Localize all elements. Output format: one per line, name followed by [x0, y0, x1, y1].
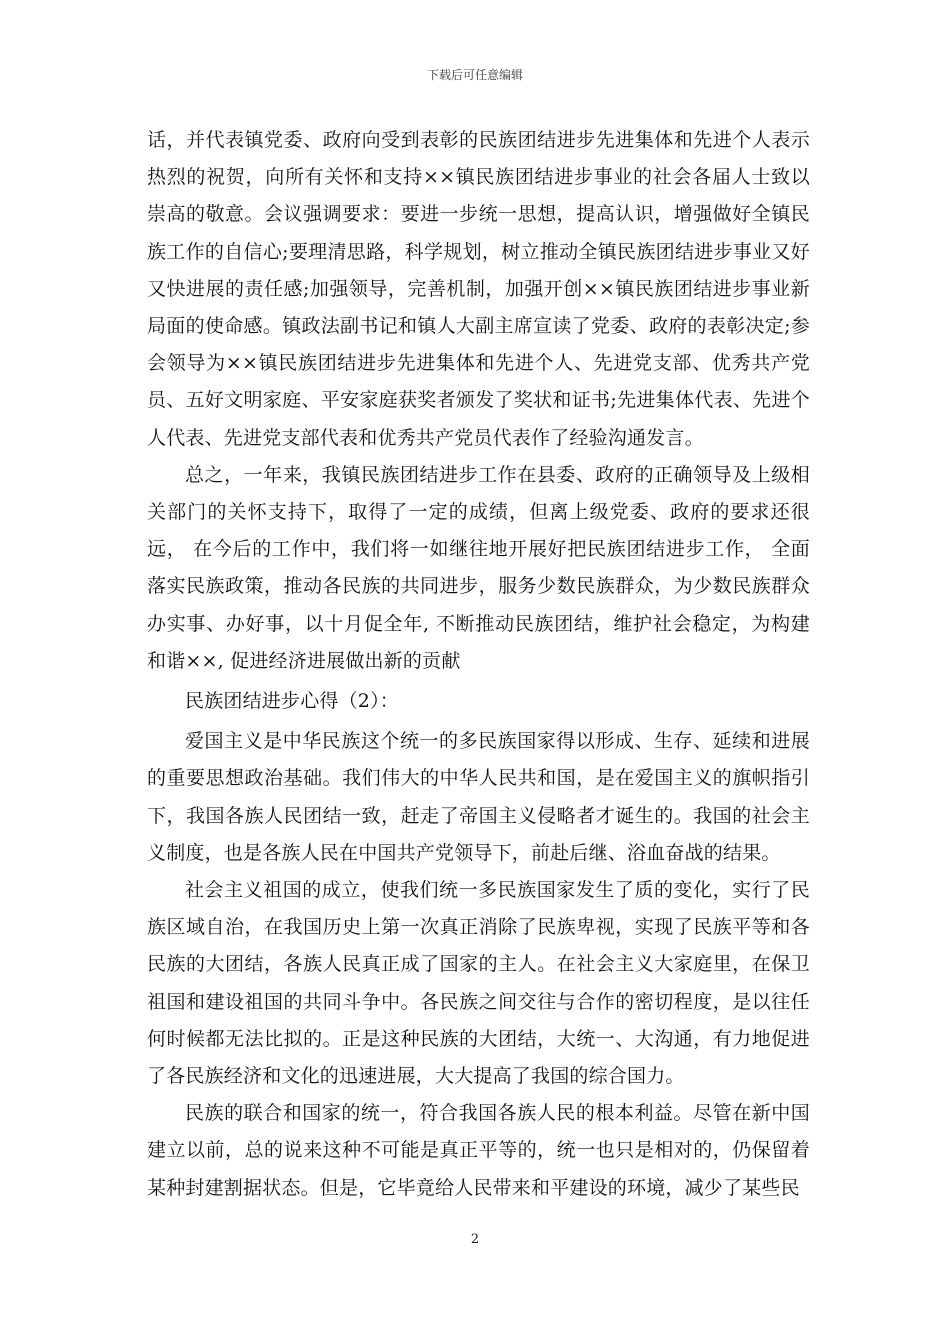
paragraph: 爱国主义是中华民族这个统一的多民族国家得以形成、生存、延续和进展的重要思想政治基础。我们伟大的中华人民共和国，是在爱国主义的旗帜指引下，我国各族人民团结一致，赶走了帝国主义侵略者才诞生的。我国的社会主义制度，也是各族人民在中国共产党领导下，前赴后继、浴血奋战的结果。 — [147, 730, 810, 864]
paragraph: 社会主义祖国的成立，使我们统一多民族国家发生了质的变化，实行了民族区域自治，在我国历史上第一次真正消除了民族卑视，实现了民族平等和各民族的大团结，各族人民真正成了国家的主人。在社会主义大家庭里，在保卫祖国和建设祖国的共同斗争中。各民族之间交往与合作的密切程度，是以往任何时候都无法比拟的。正是这种民族的大团结，大统一、大沟通，有力地促进了各民族经济和文化的迅速进展，大大提高了我国的综合国力。 — [147, 879, 810, 1088]
page-number: 2 — [470, 1232, 480, 1247]
page-header: 下载后可任意编辑 — [426, 68, 523, 82]
paragraph-continuation: 话，并代表镇党委、政府向受到表彰的民族团结进步先进集体和先进个人表示热烈的祝贺，向所有关怀和支持××镇民族团结进步事业的社会各届人士致以崇高的敬意。会议强调要求：要进一步统一思想，提高认识，增强做好全镇民族工作的自信心;要理清思路，科学规划，树立推动全镇民族团结进步事业又好又快进展的责任感;加强领导，完善机制，加强开创××镇民族团结进步事业新局面的使命感。镇政法副书记和镇人大副主席宣读了党委、政府的表彰决定;参会领导为××镇民族团结进步先进集体和先进个人、先进党支部、优秀共产党员、五好文明家庭、平安家庭获奖者颁发了奖状和证书;先进集体代表、先进个人代表、先进党支部代表和优秀共产党员代表作了经验沟通发言。 — [147, 129, 810, 449]
document-body — [147, 122, 810, 1207]
section-heading: 民族团结进步心得（2）： — [185, 690, 399, 713]
paragraph-summary: 总之，一年来，我镇民族团结进步工作在县委、政府的正确领导及上级相关部门的关怀支持下，取得了一定的成绩，但离上级党委、政府的要求还很远， 在今后的工作中，我们将一如继往地开展好把民族团结进步工作， 全面落实民族政策，推动各民族的共同进步，服务少数民族群众，为少数民族群众办实事、办好事，以十月促全年, 不断推动民族团结，维护社会稳定，为构建和谐××, 促进经济进展做出新的贡献 — [147, 463, 810, 672]
paragraph: 民族的联合和国家的统一，符合我国各族人民的根本利益。尽管在新中国建立以前，总的说来这种不可能是真正平等的，统一也只是相对的，仍保留着某种封建割据状态。但是，它毕竟给人民带来和平建设的环境，减少了某些民 — [147, 1102, 810, 1199]
